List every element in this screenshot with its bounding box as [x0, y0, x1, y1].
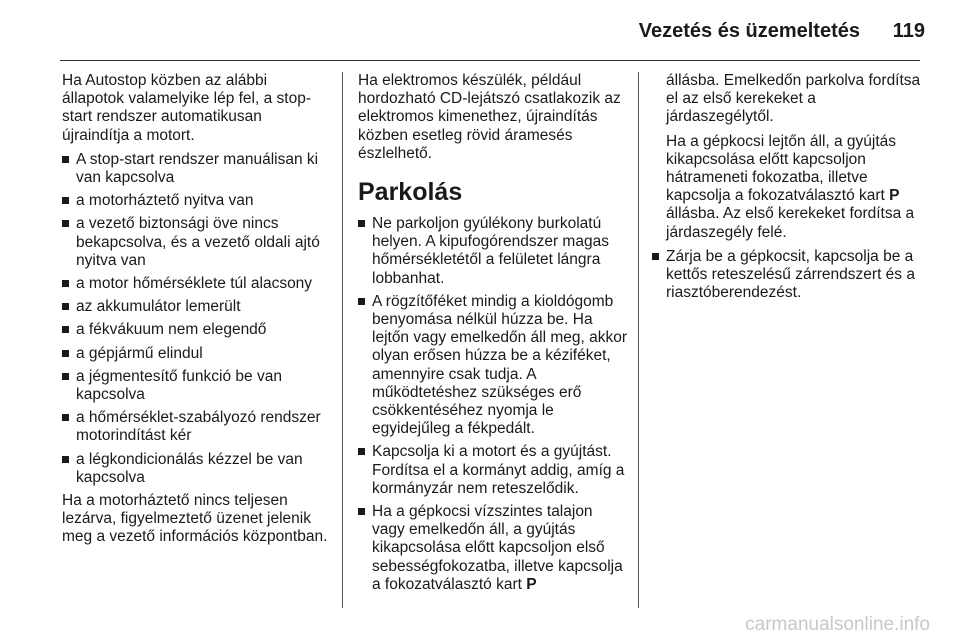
bullet-marker: [358, 448, 365, 455]
list-item: A rögzítőféket mindig a kioldógomb benyomása nélkül húzza be. Ha lejtőn vagy emelkedőn áll meg, akkor olyan erősen húzza be a kéziféket, amennyire csak tudja. A működtetéshez szükséges erő csökkentéséhez nyomja le egyidejűleg a fékpedált.: [358, 293, 628, 439]
bullet-marker: [358, 298, 365, 305]
column-divider-1: [342, 72, 343, 608]
column-2: [358, 72, 628, 599]
outro-paragraph: Ha a motorháztető nincs teljesen lezárva, figyelmeztető üzenet jelenik meg a vezető információs központban.: [62, 492, 328, 546]
condition-list: [62, 151, 330, 487]
watermark: carmanualsonline.info: [745, 614, 930, 635]
list-item: a hőmérséklet-szabályozó rendszer motorindítást kér: [62, 409, 330, 445]
list-item: a motorháztető nyitva van: [62, 192, 330, 210]
locking-list: [652, 248, 922, 303]
bullet-marker: [62, 326, 69, 333]
bullet-marker: [62, 373, 69, 380]
header-divider: [60, 60, 920, 61]
incline-paragraph: Ha a gépkocsi lejtőn áll, a gyújtás kikapcsolása előtt kapcsoljon hátrameneti fokozatba, illetve kapcsolja a fokozatválasztó kart P állásba. Az első kerekeket fordítsa a járdaszegély felé.: [666, 132, 915, 241]
gear-position-p: P: [526, 575, 537, 593]
gear-position-p: P: [889, 187, 900, 205]
list-item: Ne parkoljon gyúlékony burkolatú helyen. A kipufogórendszer magas hőmérsékletétől a felületet lángra lobbanhat.: [358, 215, 628, 288]
list-item: a jégmentesítő funkció be van kapcsolva: [62, 368, 330, 404]
intro-paragraph: Ha elektromos készülék, például hordozható CD-lejátszó csatlakozik az elektromos kimenethez, újraindítás közben esetleg rövid áramesés észlelhető.: [358, 72, 621, 162]
bullet-marker: [358, 508, 365, 515]
bullet-marker: [62, 280, 69, 287]
bullet-marker: [62, 197, 69, 204]
bullet-marker: [652, 253, 659, 260]
column-3: [652, 72, 922, 307]
page-number: 119: [892, 20, 925, 42]
page-header-title: Vezetés és üzemeltetés: [638, 20, 860, 42]
list-item: a fékvákuum nem elegendő: [62, 321, 330, 339]
bullet-marker: [62, 414, 69, 421]
bullet-marker: [62, 303, 69, 310]
list-item: Ha a gépkocsi vízszintes talajon vagy emelkedőn áll, a gyújtás kikapcsolása előtt kapcsoljon első sebességfokozatba, illetve kapcsolja a fokozatválasztó kart P: [358, 503, 628, 594]
bullet-marker: [62, 350, 69, 357]
list-item: az akkumulátor lemerült: [62, 298, 330, 316]
bullet-marker: [62, 156, 69, 163]
parking-list: [358, 215, 628, 594]
list-item: Kapcsolja ki a motort és a gyújtást. Fordítsa el a kormányt addig, amíg a kormányzár nem reteszelődik.: [358, 443, 628, 498]
list-item: a motor hőmérséklete túl alacsony: [62, 275, 330, 293]
list-item: a vezető biztonsági öve nincs bekapcsolva, és a vezető oldali ajtó nyitva van: [62, 215, 330, 270]
intro-paragraph: Ha Autostop közben az alábbi állapotok valamelyike lép fel, a stop-start rendszer automatikusan újraindítja a motort.: [62, 72, 311, 144]
bullet-marker: [62, 220, 69, 227]
column-divider-2: [638, 72, 639, 608]
list-item: a gépjármű elindul: [62, 345, 330, 363]
continued-paragraph: állásba. Emelkedőn parkolva fordítsa el az első kerekeket a járdaszegélytől.: [666, 72, 921, 126]
list-item: Zárja be a gépkocsit, kapcsolja be a kettős reteszelésű zárrendszert és a riasztóberendezést.: [652, 248, 922, 303]
list-item: a légkondicionálás kézzel be van kapcsolva: [62, 451, 330, 487]
column-1: [62, 72, 330, 553]
bullet-marker: [358, 220, 365, 227]
section-heading: Parkolás: [358, 178, 463, 207]
list-item: A stop-start rendszer manuálisan ki van kapcsolva: [62, 151, 330, 187]
bullet-marker: [62, 456, 69, 463]
